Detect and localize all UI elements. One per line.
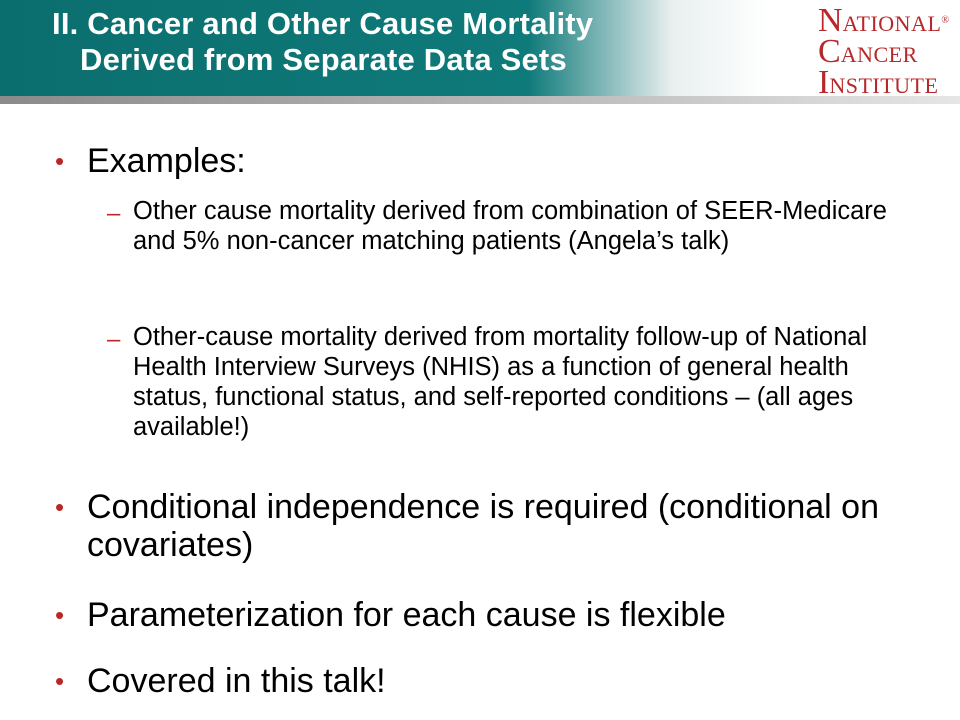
logo-line-national: NATIONAL® bbox=[818, 2, 949, 39]
slide-title-line-1: II. Cancer and Other Cause Mortality bbox=[52, 6, 594, 41]
bullet-marker: • bbox=[55, 492, 65, 522]
bullet-parameterization: Parameterization for each cause is flexible bbox=[87, 596, 726, 634]
bullet-examples: Examples: bbox=[87, 142, 246, 180]
nci-logo bbox=[818, 2, 949, 101]
sub-bullet-seer-medicare: Other cause mortality derived from combination of SEER-Medicare and 5% non-cancer matching patients (Angela’s talk) bbox=[133, 197, 887, 255]
slide-title bbox=[52, 6, 692, 78]
title-bar-rule bbox=[0, 96, 960, 104]
logo-line-cancer: CANCER bbox=[818, 33, 918, 70]
sub-bullet-nhis: Other-cause mortality derived from mortality follow-up of National Health Interview Surveys (NHIS) as a function of general health status, functional status, and self-reported conditions – (all ages available!) bbox=[133, 323, 868, 441]
bullet-marker: • bbox=[55, 600, 65, 630]
bullet-covered: Covered in this talk! bbox=[87, 662, 386, 700]
bullet-conditional-independence: Conditional independence is required (conditional on covariates) bbox=[87, 488, 879, 564]
bullet-marker: • bbox=[55, 146, 65, 176]
slide-title-line-2: Derived from Separate Data Sets bbox=[80, 42, 567, 77]
bullet-marker: • bbox=[55, 666, 65, 696]
logo-line-institute: INSTITUTE bbox=[818, 64, 939, 101]
sub-bullet-marker: – bbox=[107, 326, 121, 353]
sub-bullet-marker: – bbox=[107, 200, 121, 227]
